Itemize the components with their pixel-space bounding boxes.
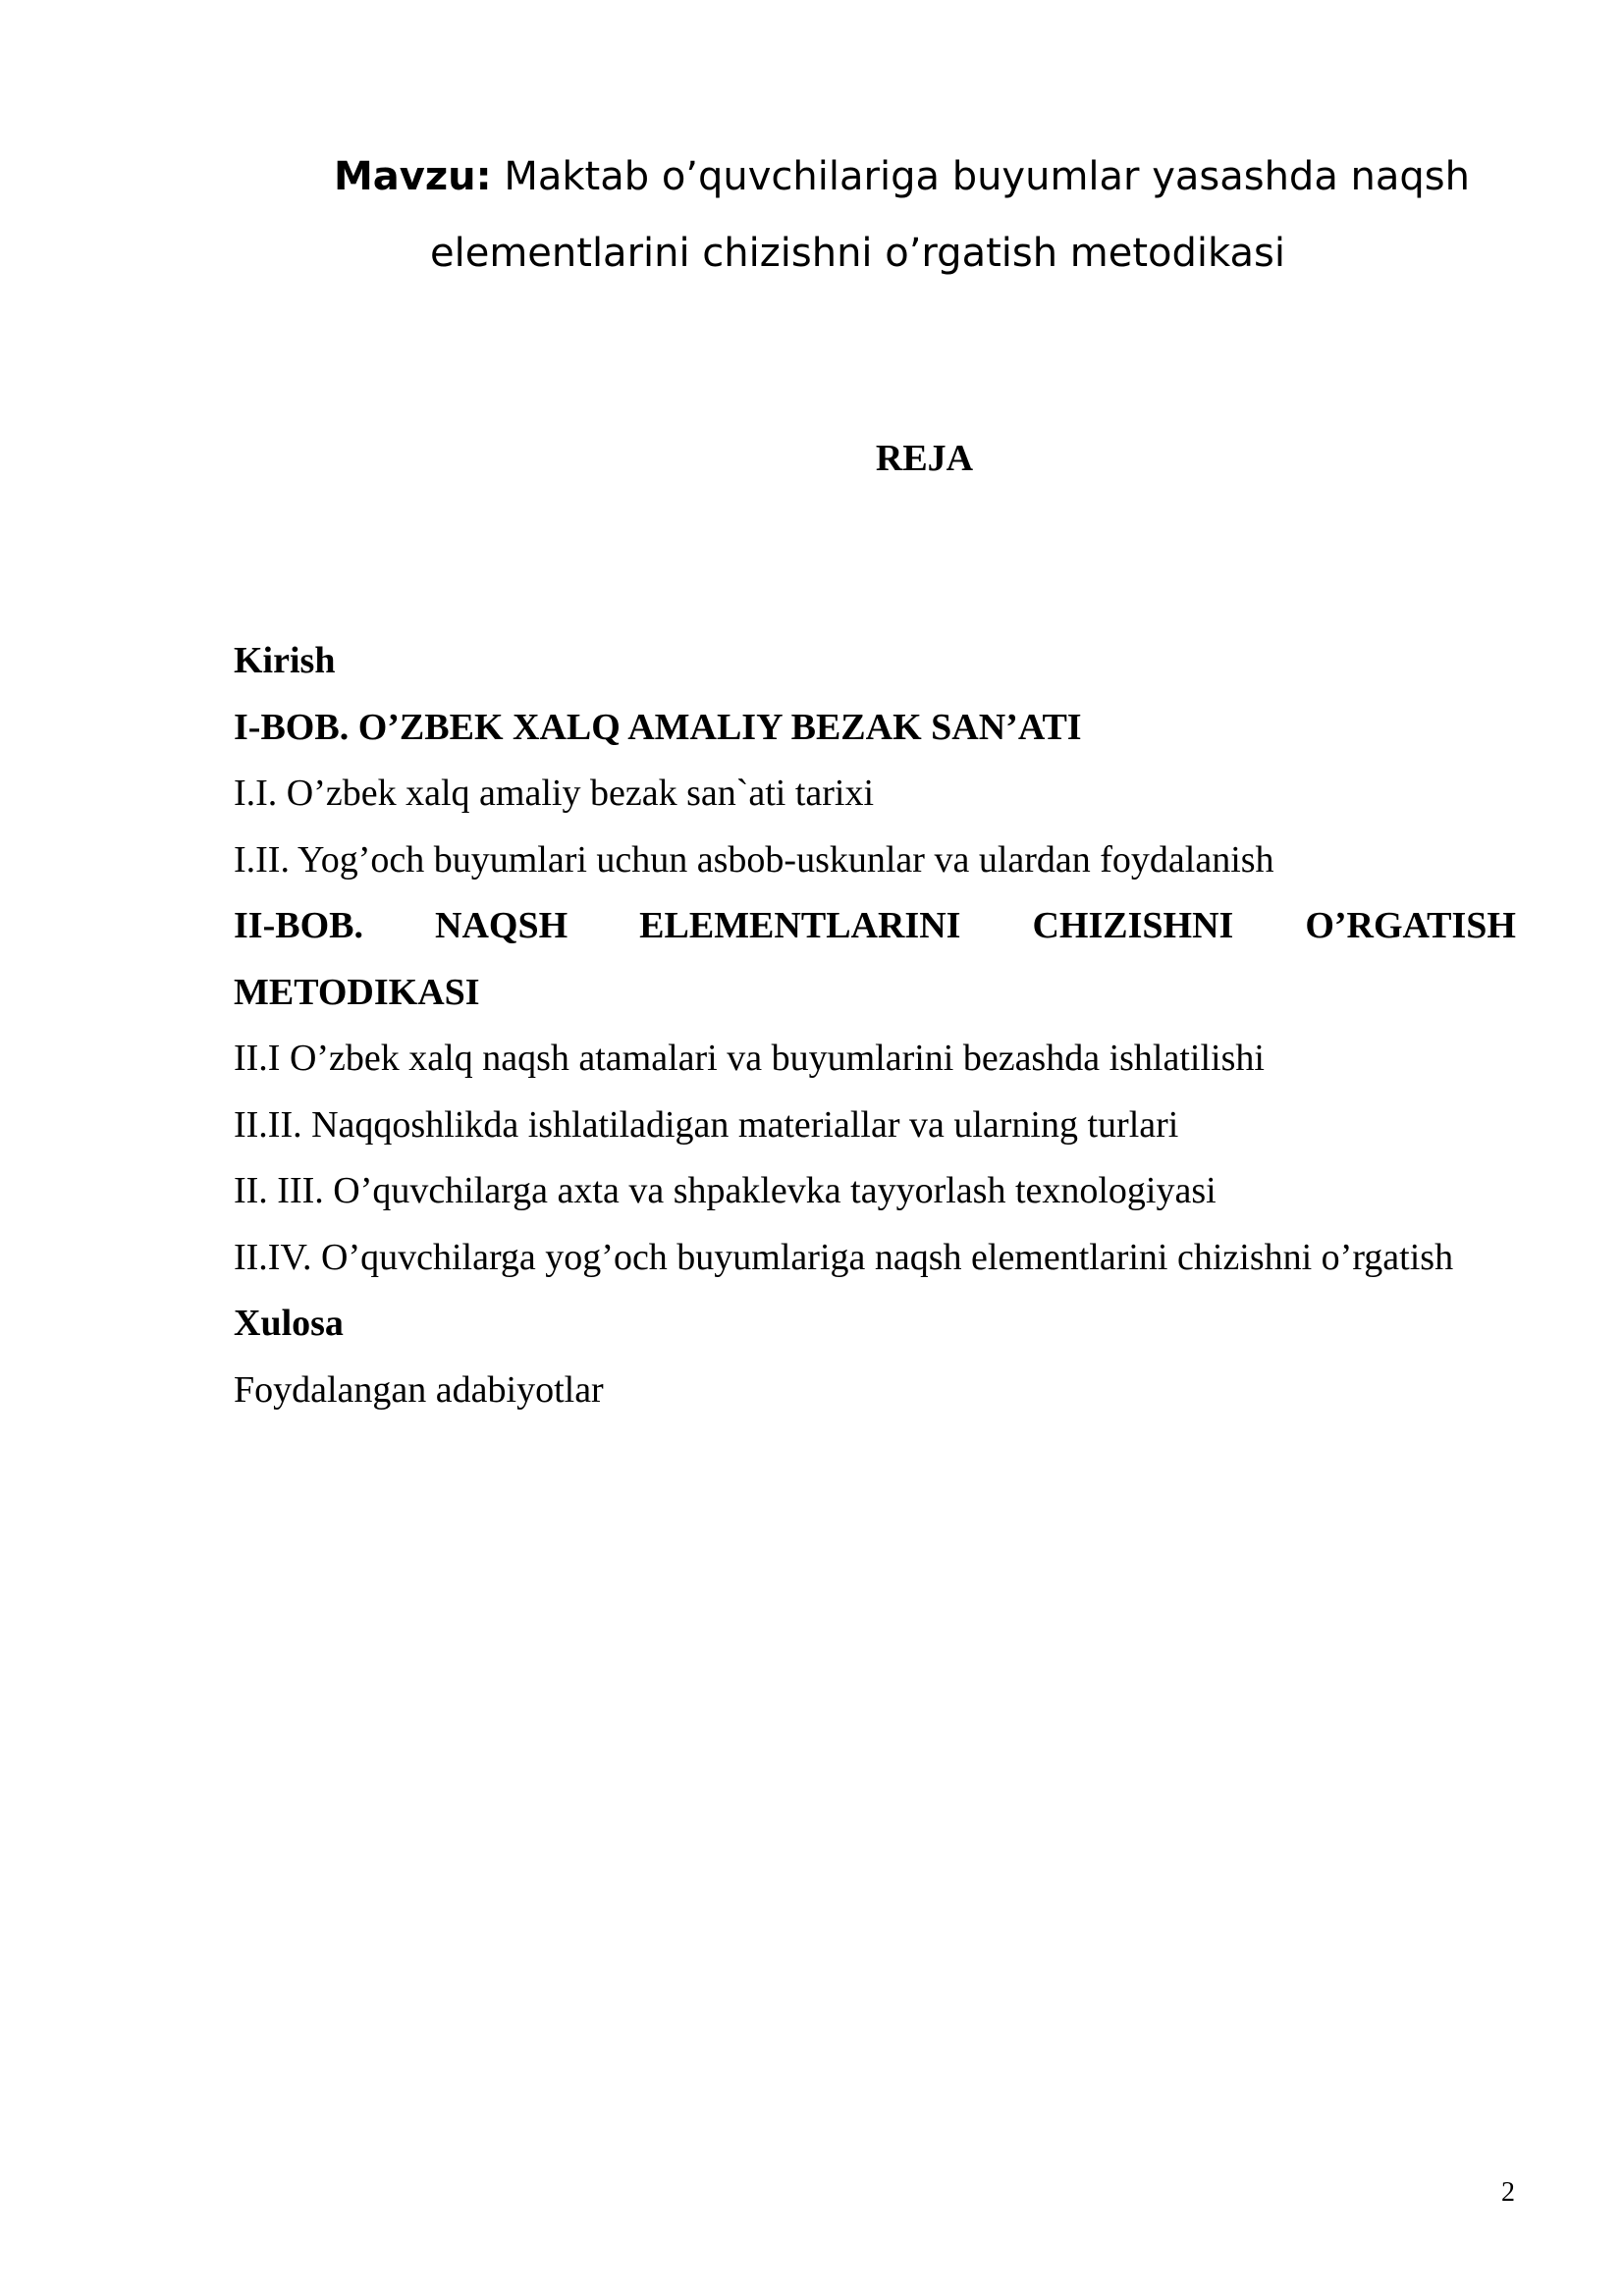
toc-conclusion: Xulosa [234, 1303, 344, 1344]
toc-chapter-2-continued: METODIKASI [234, 971, 480, 1013]
toc-section-1-1: I.I. O’zbek xalq amaliy bezak san`ati tarixi [234, 773, 875, 814]
toc-section-2-3: II. III. O’quvchilarga axta va shpaklevka tayyorlash texnologiyasi [234, 1170, 1217, 1211]
topic-title-part-1: Maktab o’quvchilariga buyumlar yasashda naqsh [491, 154, 1470, 199]
toc-intro: Kirish [234, 640, 336, 681]
table-of-contents [234, 638, 1516, 1433]
toc-section-2-1: II.I O’zbek xalq naqsh atamalari va buyumlarini bezashda ishlatilishi [234, 1038, 1265, 1079]
toc-chapter-2-word: II-BOB. [234, 905, 363, 946]
toc-chapter-1: I-BOB. O’ZBEK XALQ AMALIY BEZAK SAN’ATI [234, 706, 1082, 748]
page-number: 2 [1501, 2177, 1515, 2208]
topic-line-1 [334, 154, 1470, 199]
toc-section-2-4: II.IV. O’quvchilarga yog’och buyumlariga naqsh elementlarini chizishni o’rgatish [234, 1236, 1454, 1278]
toc-chapter-2 [234, 903, 1516, 970]
toc-section-1-2: I.II. Yog’och buyumlari uchun asbob-uskunlar va ulardan foydalanish [234, 838, 1274, 881]
toc-chapter-2-word: CHIZISHNI [1032, 905, 1234, 946]
toc-references: Foydalangan adabiyotlar [234, 1368, 604, 1411]
topic-line-2 [430, 231, 1285, 276]
topic-title-part-2: elementlarini chizishni o’rgatish metodikasi [430, 231, 1285, 276]
toc-chapter-2-word: NAQSH [435, 905, 568, 946]
plan-heading: REJA [875, 438, 974, 479]
toc-chapter-2-word: O’RGATISH [1305, 905, 1516, 946]
topic-label: Mavzu: [334, 154, 492, 199]
toc-chapter-2-word: ELEMENTLARINI [639, 905, 961, 946]
toc-section-2-2: II.II. Naqqoshlikda ishlatiladigan materiallar va ularning turlari [234, 1103, 1179, 1146]
